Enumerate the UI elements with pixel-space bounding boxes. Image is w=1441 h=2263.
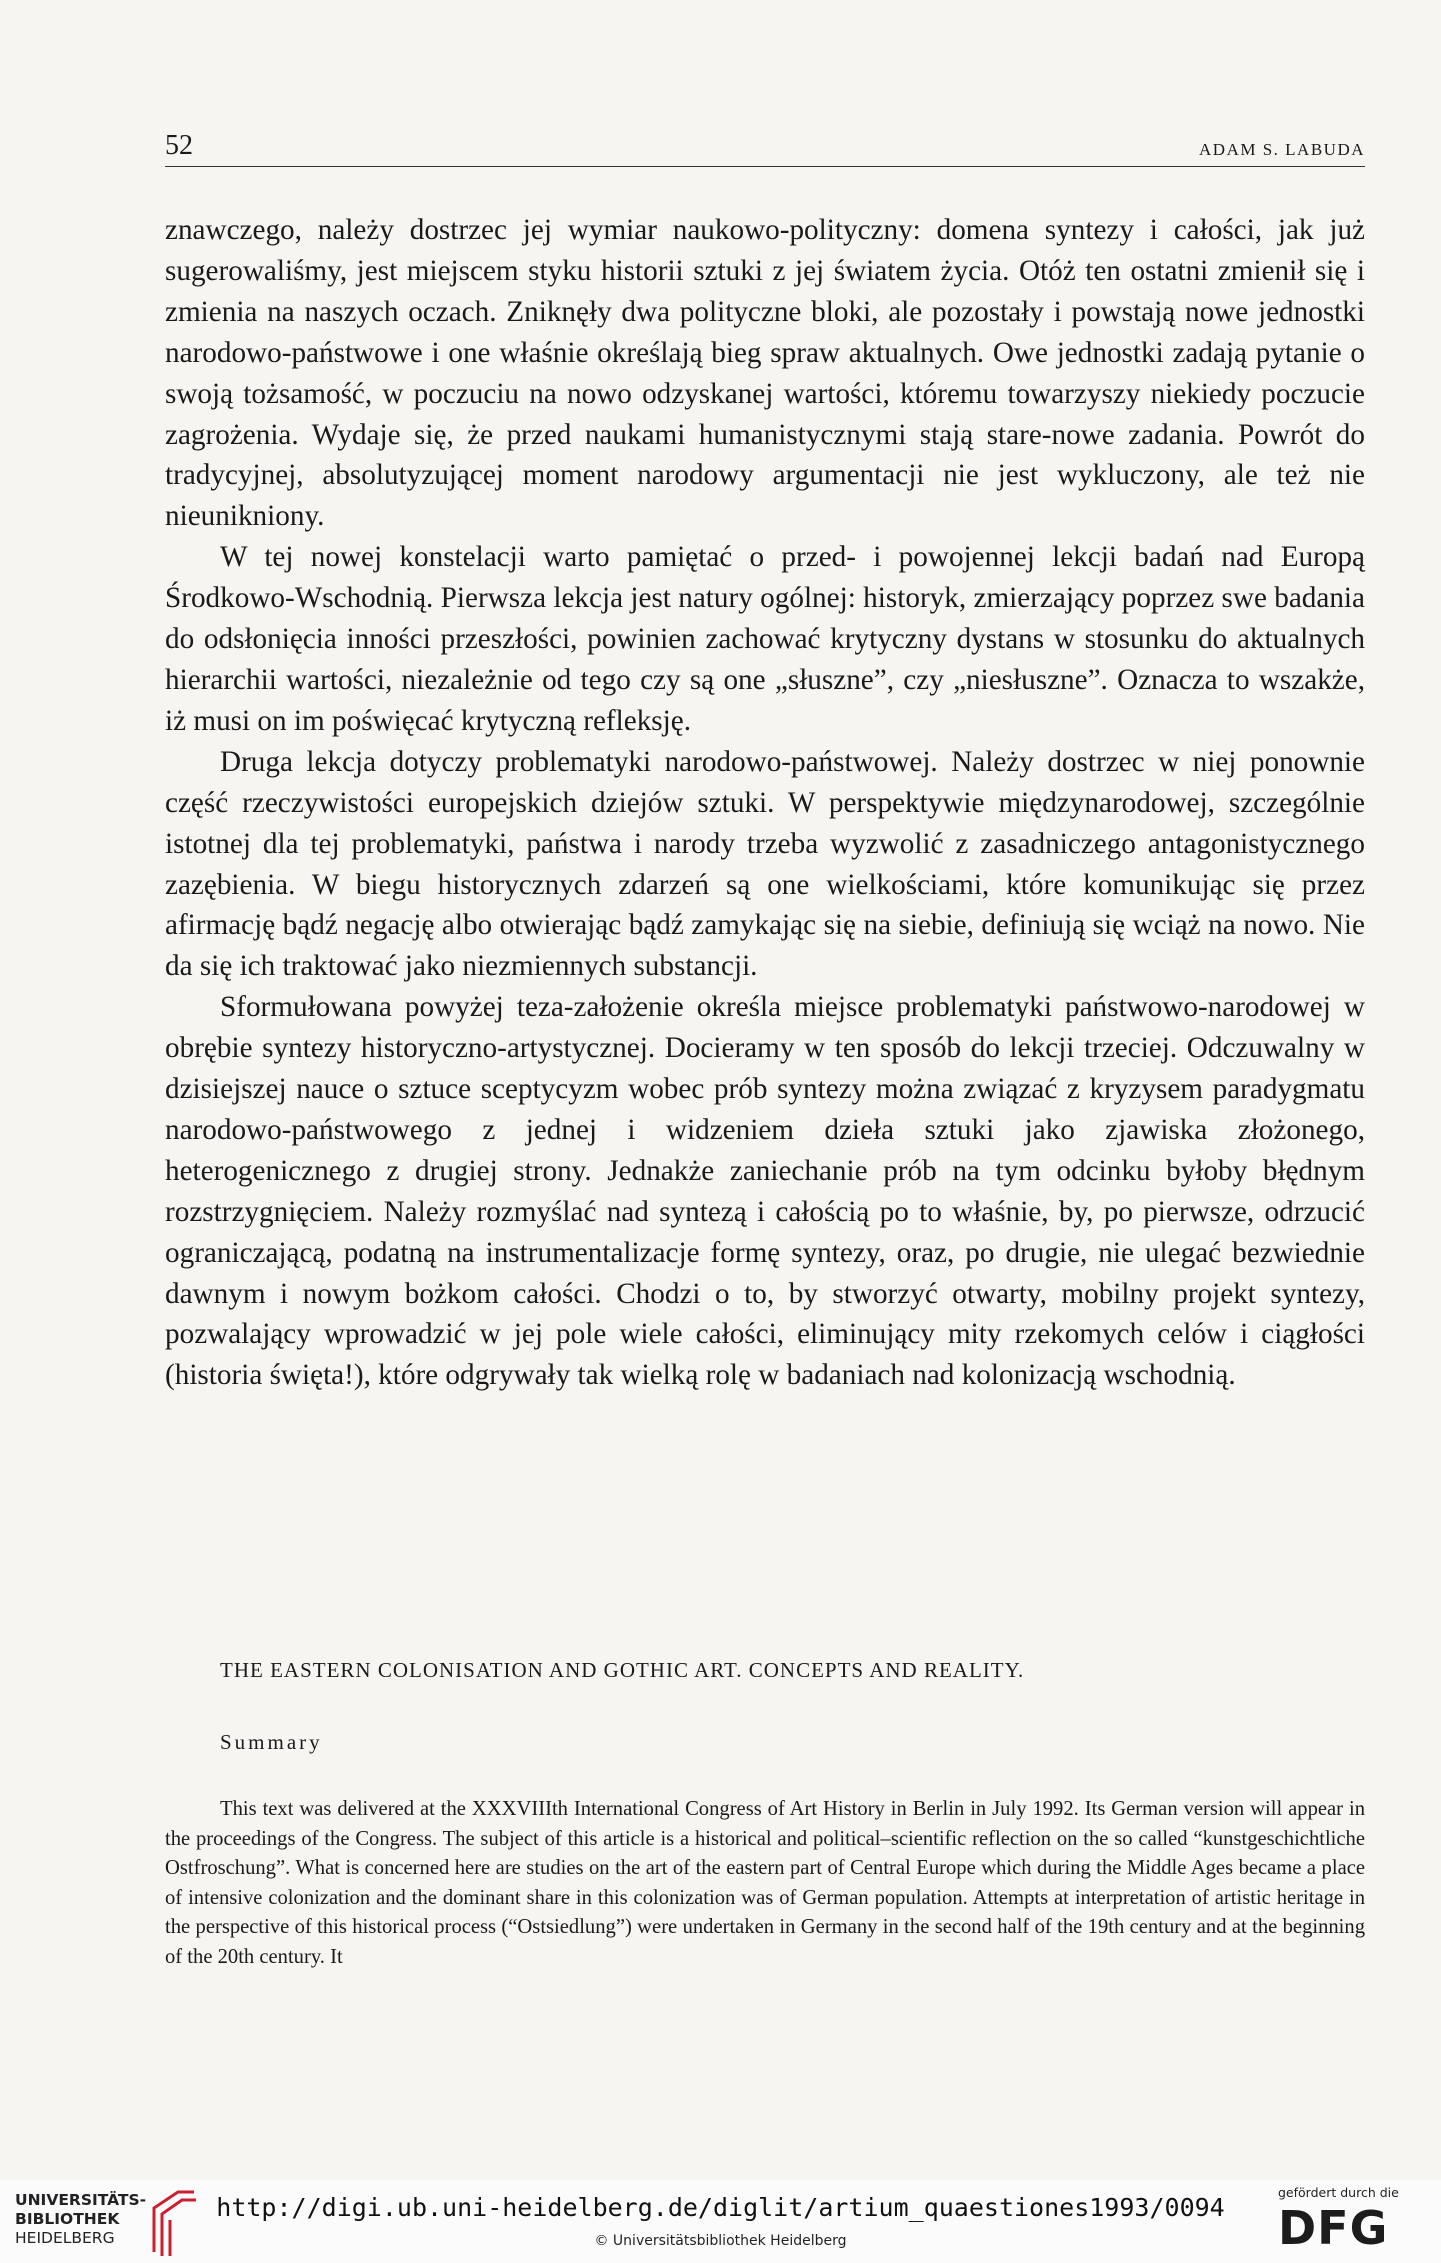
library-name-line: BIBLIOTHEK xyxy=(15,2210,120,2228)
summary-label: Summary xyxy=(220,1730,323,1754)
page-header xyxy=(165,130,1365,167)
summary-text xyxy=(165,1795,1365,1973)
summary-paragraph: This text was delivered at the XXXVIIIth International Congress of Art History in Berlin in July 1992. Its German version will appear in the proceedings of the Congress. The subject of this article is a historical and political–scientific reflection on the so called “kunstgeschichtliche Ostfroschung”. What is concerned here are studies on the art of the eastern part of Central Europe which during the Middle Ages became a place of intensive colonization and the dominant share in this colonization was of German population. Attempts at interpretation of artistic heritage in the perspective of this historical process (“Ostsiedlung”) were undertaken in Germany in the second half of the 19th century and at the beginning of the 20th century. It xyxy=(165,1798,1365,1968)
library-name-line: HEIDELBERG xyxy=(15,2229,115,2247)
body-paragraph: Sformułowana powyżej teza-założenie określa miejsce problematyki państwowo-narodowej w obrębie syntezy historyczno-artystycznej. Docieramy w ten sposób do lekcji trzeciej. Odczuwalny w dzisiejszej nauce o sztuce sceptycyzm wobec prób syntezy można związać z kryzysem paradygmatu narodowo-państwowego z jednej i widzeniem dzieła sztuki jako zjawiska złożonego, heterogenicznego z drugiej strony. Jednakże zaniechanie prób na tym odcinku byłoby błędnym rozstrzygnięciem. Należy rozmyślać nad syntezą i całością po to właśnie, by, po pierwsze, odrzucić ograniczającą, podatną na instrumentalizacje formę syntezy, oraz, po drugie, nie ulegać bezwiednie dawnym i nowym bożkom całości. Chodzi o to, by stworzyć otwarty, mobilny projekt syntezy, pozwalający wprowadzić w jej pole wiele całości, eliminujący mity rzekomych celów i ciągłości (historia święta!), które odgrywały tak wielką rolę w badaniach nad kolonizacją wschodnią. xyxy=(165,991,1365,1392)
running-head: ADAM S. LABUDA xyxy=(1199,140,1365,159)
body-paragraph: znawczego, należy dostrzec jej wymiar naukowo-polityczny: domena syntezy i całości, jak już sugerowaliśmy, jest miejscem styku historii sztuki z jej światem życia. Otóż ten ostatni zmienił się i zmienia na naszych oczach. Zniknęły dwa polityczne bloki, ale pozostały i powstają nowe jednostki narodowo-państwowe i one właśnie określają bieg spraw aktualnych. Owe jednostki zadają pytanie o swoją tożsamość, w poczuciu na nowo odzyskanej wartości, któremu towarzyszy niekiedy poczucie zagrożenia. Wydaje się, że przed naukami humanistycznymi stają stare-nowe zadania. Powrót do tradycyjnej, absolutyzującej moment narodowy argumentacji nie jest wykluczony, ale też nie nieunikniony. xyxy=(165,214,1365,533)
page-number: 52 xyxy=(165,130,193,161)
body-paragraph: Druga lekcja dotyczy problematyki narodowo-państwowej. Należy dostrzec w niej ponownie część rzeczywistości europejskich dziejów sztuki. W perspektywie międzynarodowej, szczególnie istotnej dla tej problematyki, państwa i narody trzeba wyzwolić z zasadniczego antagonistycznego zazębienia. W biegu historycznych zdarzeń są one wielkościami, które komunikując się przez afirmację bądź negację albo otwierając bądź zamykając się na siebie, definiują się wciąż na nowo. Nie da się ich traktować jako niezmiennych substancji. xyxy=(165,745,1365,983)
copyright-notice: © Universitätsbibliothek Heidelberg xyxy=(594,2233,847,2249)
dfg-logo: DFG xyxy=(1278,2201,1389,2255)
permalink-url[interactable]: http://digi.ub.uni-heidelberg.de/diglit/artium_quaestiones1993/0094 xyxy=(216,2193,1225,2222)
body-text xyxy=(165,210,1365,1396)
body-paragraph: W tej nowej konstelacji warto pamiętać o przed- i powojennej lekcji badań nad Europą Środkowo-Wschodnią. Pierwsza lekcja jest natury ogólnej: historyk, zmierzający poprzez swe badania do odsłonięcia inności przeszłości, powinien zachować krytyczny dystans w stosunku do aktualnych hierarchii wartości, niezależnie od tego czy są one „słuszne”, czy „niesłuszne”. Oznacza to wszakże, iż musi on im poświęcać krytyczną refleksję. xyxy=(165,541,1365,737)
library-name-line: UNIVERSITÄTS- xyxy=(15,2191,147,2209)
funding-note: gefördert durch die xyxy=(1278,2185,1399,2200)
summary-title: THE EASTERN COLONISATION AND GOTHIC ART. CONCEPTS AND REALITY. xyxy=(220,1658,1025,1682)
